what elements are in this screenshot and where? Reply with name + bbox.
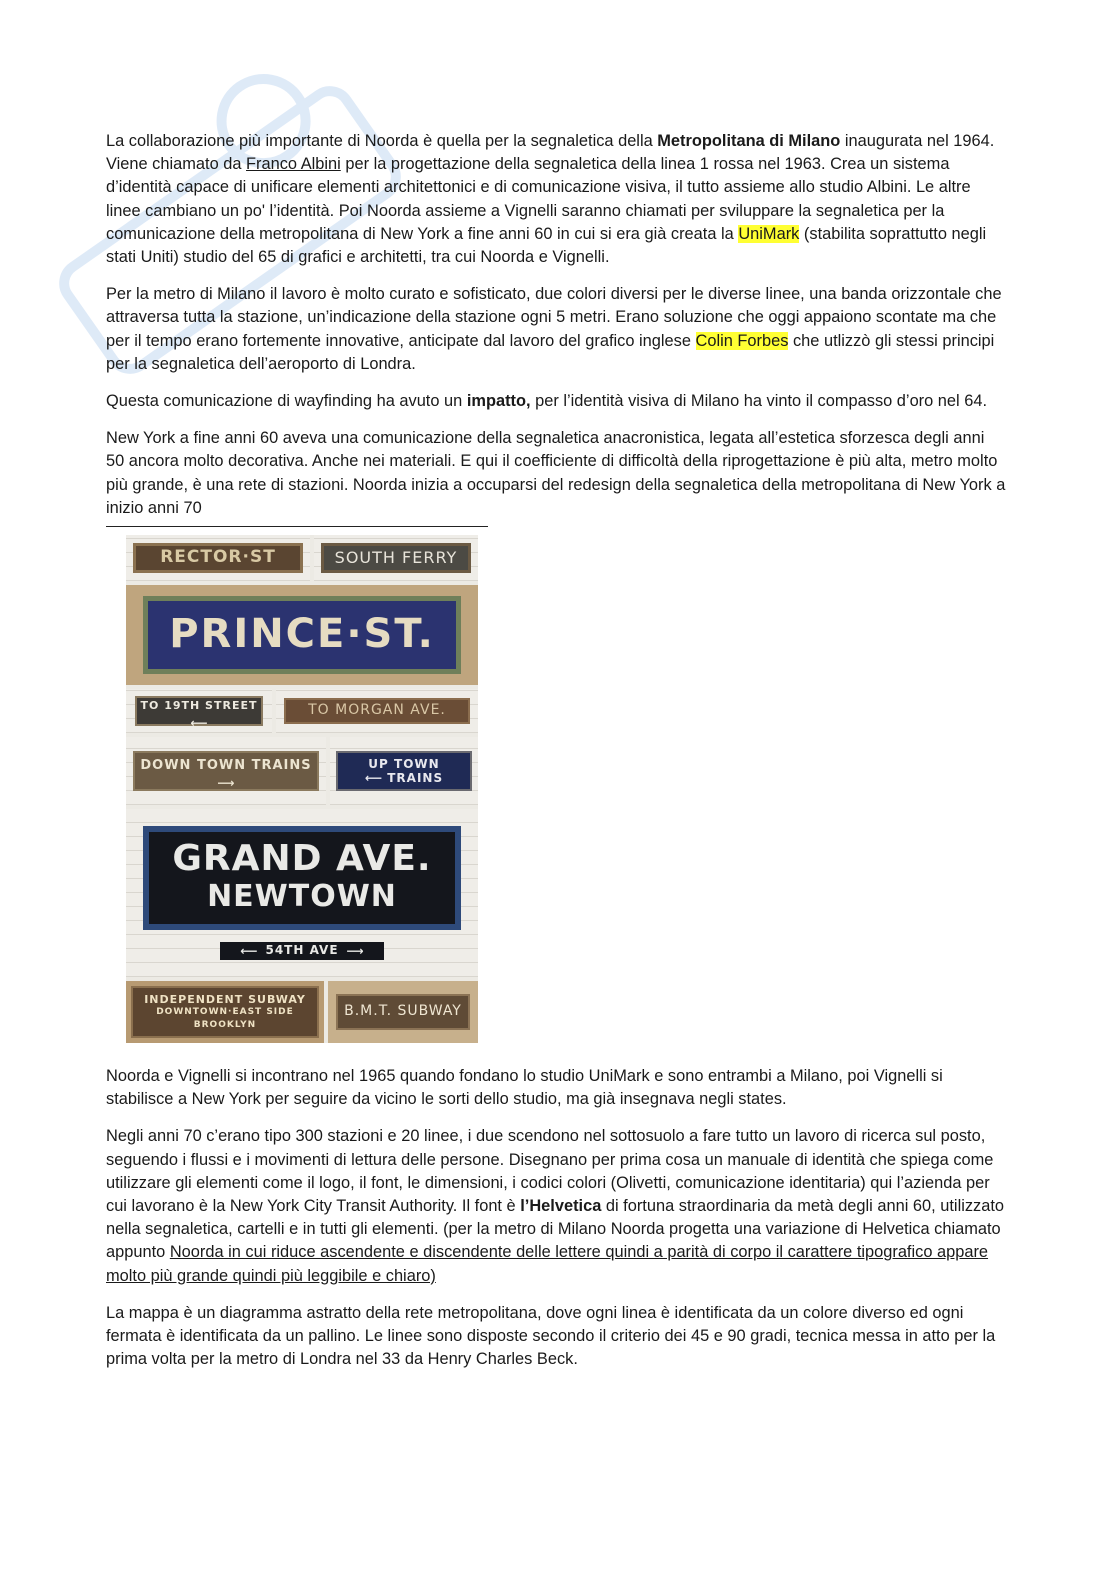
bold-text: Metropolitana di Milano xyxy=(657,132,841,150)
photo-to-morgan-ave xyxy=(276,689,478,733)
photo-prince-st xyxy=(126,585,478,685)
subway-signs-photo-collage xyxy=(126,535,478,1043)
text: Negli anni 70 c’erano tipo 300 stazioni e 20 linee, i due scendono nel sottosuolo a fare tutto un lavoro di ricerca sul posto, seguendo i flussi e i movimenti di lettura delle persone. Disegnano per prima cosa un manuale di identità che spiega come utilizzare gli elementi come il logo, il font, le dimensioni, i codici colori (Olivetti, comunicazione identitaria) qui l’azienda per cui lavorano è la New York City Transit Authority. Il font è xyxy=(106,1127,994,1216)
text: La mappa è un diagramma astratto della rete metropolitana, dove ogni linea è identificata da un colore diverso ed ogni fermata è identificata da un pallino. Le linee sono disposte secondo il criterio dei 45 e 90 gradi, tecnica messa in atto per la prima volta per la metro di Londra nel 33 da Henry Charles Beck. xyxy=(106,1303,996,1369)
sign-prince-st: PRINCE·ST. xyxy=(143,596,461,674)
text: per la progettazione della segnaletica della linea 1 rossa nel 1963. Crea un sistema d’identità capace di unificare elementi architettonici e di comunicazione visiva, il tutto assieme allo studio Albini. Le altre linee cambiano un po' l’identità. Poi Noorda assieme a Vignelli saranno chiamati per sviluppare la segnaletica per la comunicazione della metropolitana di New York a fine anni 60 in cui si era già creata la xyxy=(106,155,971,243)
text: di fortuna straordinaria da metà degli anni 60, utilizzato nella segnaletica, cartelli e in tutti gli elementi. (per la metro di Milano Noorda progetta una variazione di Helvetica chiamato appunto xyxy=(106,1197,1005,1262)
sign-to-morgan-ave: TO MORGAN AVE. xyxy=(284,698,470,724)
separator-line xyxy=(106,526,488,527)
paragraph-6 xyxy=(106,1125,1006,1287)
paragraph-3 xyxy=(106,390,1006,413)
text: inaugurata nel 1964. Viene chiamato da xyxy=(106,132,995,174)
underlined-text: Noorda in cui riduce ascendente e discendente delle lettere quindi a parità di corpo il carattere tipografico appare molto più grande quindi più leggibile e chiaro) xyxy=(106,1243,989,1285)
paragraph-4 xyxy=(106,427,1006,520)
left-arrow-icon: ⟵ xyxy=(190,715,208,730)
text: che utlizzò gli stessi principi per la segnaletica dell’aeroporto di Londra. xyxy=(106,331,995,373)
sign-text: GRAND AVE. xyxy=(172,838,432,880)
paragraph-5 xyxy=(106,1065,1006,1111)
photo-downtown-trains xyxy=(126,737,326,805)
sign-54th-ave xyxy=(220,942,384,960)
sign-downtown-trains xyxy=(133,751,319,791)
highlighted-text: Colin Forbes xyxy=(695,331,789,350)
text: per l’identità visiva di Milano ha vinto il compasso d’oro nel 64. xyxy=(530,392,988,411)
sign-text: 54TH AVE xyxy=(265,943,339,958)
photo-rector-st xyxy=(126,535,310,581)
photo-south-ferry xyxy=(314,535,478,581)
sign-south-ferry: SOUTH FERRY xyxy=(321,543,471,573)
sign-text: NEWTOWN xyxy=(207,879,397,915)
document-page xyxy=(106,130,1006,1385)
paragraph-2 xyxy=(106,283,1006,376)
text: New York a fine anni 60 aveva una comunicazione della segnaletica anacronistica, legata all’estetica sforzesca degli anni 50 ancora molto decorativa. Anche nei materiali. E qui il coefficiente di difficoltà della riprogettazione è più alta, metro molto più grande, è una rete di stazioni. Noorda inizia a occuparsi del redesign della segnaletica della metropolitana di New York a inizio anni 70 xyxy=(106,429,1006,517)
right-arrow-icon: ⟶ xyxy=(346,944,364,959)
photo-bmt-subway xyxy=(328,981,478,1043)
photo-to-19th-street xyxy=(126,689,272,733)
sign-to-19th-street xyxy=(135,696,263,730)
bold-text: impatto, xyxy=(466,392,531,411)
sign-uptown-trains xyxy=(336,751,472,791)
sign-rector-st: RECTOR·ST xyxy=(133,543,303,573)
photo-grand-ave xyxy=(126,809,478,977)
right-arrow-icon: ⟶ xyxy=(217,775,235,790)
highlighted-text: UniMark xyxy=(738,224,800,243)
bold-text: l’Helvetica xyxy=(520,1197,602,1216)
text: Noorda e Vignelli si incontrano nel 1965 quando fondano lo studio UniMark e sono entrambi a Milano, poi Vignelli si stabilisce a New York per seguire da vicino le sorti dello studio, ma già insegnava negli states. xyxy=(106,1067,943,1109)
sign-text: DOWNTOWN·EAST SIDE xyxy=(156,1006,294,1017)
text: (stabilita soprattutto negli stati Uniti) studio del 65 di grafici e architetti, tra cui Noorda e Vignelli. xyxy=(106,224,987,267)
sign-text: BROOKLYN xyxy=(193,1019,257,1030)
left-arrow-icon: ⟵ xyxy=(240,944,258,959)
sign-independent-subway xyxy=(131,986,319,1038)
text: Questa comunicazione di wayfinding ha avuto un xyxy=(106,392,467,411)
text: La collaborazione più importante di Noorda è quella per la segnaletica della xyxy=(106,132,658,150)
sign-text: TO 19TH STREET xyxy=(140,699,258,713)
sign-bmt-subway: B.M.T. SUBWAY xyxy=(336,994,470,1030)
left-arrow-icon: ⟵ xyxy=(364,771,383,786)
sign-line-2 xyxy=(365,771,443,785)
sign-text: INDEPENDENT SUBWAY xyxy=(144,992,306,1006)
paragraph-7 xyxy=(106,1302,1006,1372)
underlined-text: Franco Albini xyxy=(246,155,341,174)
sign-text: DOWN TOWN TRAINS xyxy=(140,758,312,774)
sign-text: UP TOWN xyxy=(368,757,440,772)
text: Per la metro di Milano il lavoro è molto curato e sofisticato, due colori diversi per le diverse linee, una banda orizzontale che attraversa tutta la stazione, un’indicazione della stazione ogni 5 metri. Erano soluzione che oggi appaiono scontate ma che per il tempo erano fortemente innovative, anticipate dal lavoro del grafico inglese xyxy=(106,285,1002,350)
paragraph-1 xyxy=(106,130,1006,269)
photo-uptown-trains xyxy=(330,737,478,805)
photo-independent-subway xyxy=(126,981,324,1043)
sign-text: TRAINS xyxy=(387,771,444,786)
sign-grand-ave xyxy=(143,826,461,930)
